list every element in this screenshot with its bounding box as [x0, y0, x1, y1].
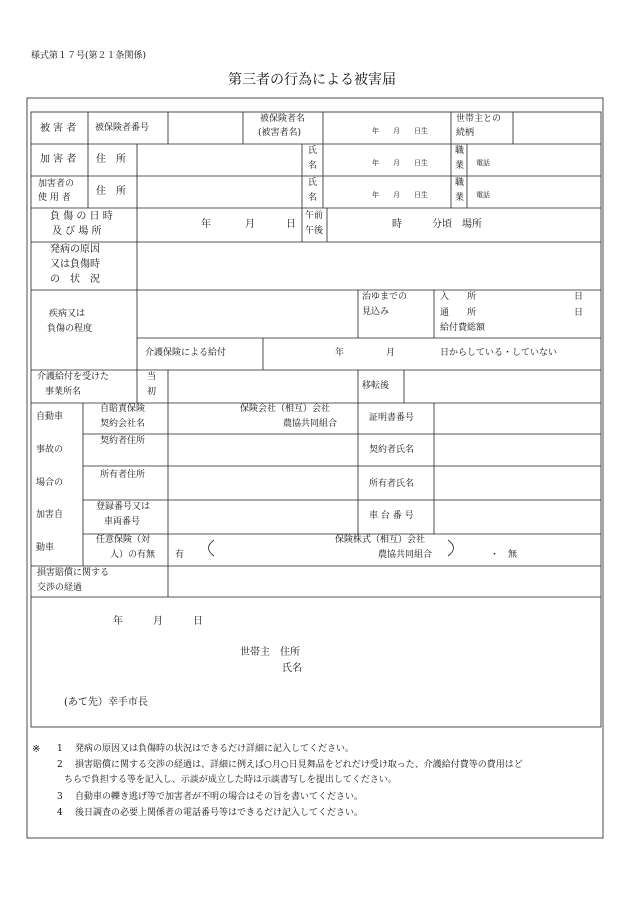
care-month: 月: [386, 348, 396, 358]
optional-insurance-yes[interactable]: 有: [175, 550, 185, 560]
insured-number-label: 被保険者番号: [95, 123, 150, 133]
victim-label: 被 害 者: [40, 123, 77, 134]
registration-number-field[interactable]: [168, 500, 358, 534]
negotiation-label: 損害賠償に関する: [37, 568, 110, 578]
negotiation-label-sub: 交渉の経過: [37, 583, 83, 593]
incident-hour: 時: [392, 219, 402, 230]
care-status[interactable]: 日からしている・していない: [440, 348, 558, 358]
compulsory-company-label: 契約会社名: [100, 419, 146, 429]
insured-number-field[interactable]: [168, 112, 243, 144]
recovery-label: 治ゆまでの: [362, 292, 408, 302]
compulsory-insurance-label: 自賠責保険: [100, 404, 146, 414]
cause-field[interactable]: [137, 242, 601, 290]
facility-initial-label: 当: [147, 372, 157, 382]
certificate-number-label: 証明書番号: [369, 413, 415, 423]
note-number: 2: [57, 760, 63, 770]
signature-date: 年 月 日: [113, 616, 203, 627]
note-text: ちらで負担する等を記入し、示談が成立した時は示談書写しを提出してください。: [64, 775, 397, 785]
chassis-number-field[interactable]: [434, 500, 601, 534]
note-text: 発病の原因又は負傷時の状況はできるだけ詳細に記入してください。: [75, 744, 355, 754]
employer-name-label-sub: 名: [308, 193, 318, 203]
note-number: 1: [57, 744, 63, 754]
note-number: 3: [57, 792, 63, 802]
insured-name-label-sub: (被害者名): [258, 128, 302, 138]
page-title: 第三者の行為による被害届: [228, 72, 396, 88]
offender-dob: 年 月 日生: [372, 159, 428, 167]
offender-label: 加 害 者: [40, 154, 77, 165]
employer-label-sub: 使 用 者: [38, 193, 71, 203]
care-year: 年: [335, 348, 345, 358]
addressee: (あて先）幸手市長: [64, 697, 148, 708]
head-address-label: 世帯主 住所: [240, 647, 300, 658]
employer-job-label: 職: [455, 178, 465, 188]
offender-name-label-sub: 名: [308, 161, 318, 171]
incident-minute-place: 分頃 場所: [432, 219, 482, 230]
head-address-field[interactable]: [320, 644, 590, 660]
total-cost-label: 給付費総額: [440, 323, 486, 333]
employer-job-label-sub: 業: [455, 193, 465, 203]
head-relation-label-sub: 続柄: [456, 128, 475, 138]
employer-dob: 年 月 日生: [372, 191, 428, 199]
facility-label: 介護給付を受けた: [37, 372, 110, 382]
open-paren: [209, 540, 215, 556]
optional-insurance-label-sub: 人）の有無: [110, 550, 156, 560]
contractor-address-label: 契約者住所: [100, 436, 146, 446]
car-side-label-1: 自動車: [36, 412, 64, 422]
optional-insurance-no[interactable]: ・ 無: [490, 550, 518, 560]
victim-dob: 年 月 日生: [372, 127, 428, 135]
insurance-coop-type: 農協共同組合: [283, 419, 338, 429]
note-text: 自動車の轢き逃げ等で加害者が不明の場合はその旨を書いてください。: [75, 792, 364, 802]
insured-name-label: 被保険者名: [260, 114, 306, 124]
facility-after-move-label: 移転後: [362, 381, 390, 391]
head-relation-field[interactable]: [513, 112, 601, 144]
admit-unit: 日: [574, 292, 584, 302]
offender-job-label: 職: [455, 146, 465, 156]
facility-after-move-field[interactable]: [404, 370, 601, 403]
care-benefit-label: 介護保険による給付: [145, 348, 227, 358]
car-side-label-2: 事故の: [36, 445, 64, 455]
note-text: 損害賠償に関する交渉の経過は、詳細に例えば○月○日見舞品をどれだけ受け取った、介護給付費等の費用はど: [75, 760, 523, 770]
note-text: 後日調査の必要上関係者の電話番号等はできるだけ記入してください。: [75, 808, 364, 818]
insurance-company-type: 保険会社（相互）会社: [240, 404, 331, 414]
facility-label-sub: 事業所名: [45, 387, 82, 397]
disease-field[interactable]: [137, 290, 358, 338]
incident-month: 月: [245, 219, 255, 230]
employer-address-field[interactable]: [137, 176, 302, 208]
head-relation-label: 世帯主との: [456, 114, 502, 124]
employer-address-label: 住 所: [96, 186, 126, 197]
employer-label: 加害者の: [38, 179, 75, 189]
admit-label: 入 所: [440, 292, 477, 302]
incident-day: 日: [286, 219, 296, 230]
car-side-label-5: 動車: [36, 543, 55, 553]
offender-tel-label: 電話: [476, 159, 490, 167]
contractor-name-label: 契約者氏名: [369, 445, 415, 455]
chassis-number-label: 車 台 番 号: [369, 511, 414, 521]
incident-label-sub: 及 び 場 所: [52, 226, 102, 237]
cause-label-sub: 又は負傷時: [50, 259, 100, 270]
head-name-label: 氏名: [282, 663, 302, 674]
disease-label-sub: 負傷の程度: [47, 324, 93, 334]
negotiation-field[interactable]: [168, 566, 601, 597]
cause-label-sub2: の 状 況: [50, 274, 100, 285]
certificate-number-field[interactable]: [434, 403, 601, 434]
offender-name-label: 氏: [308, 146, 318, 156]
cause-label: 発病の原因: [50, 244, 100, 255]
vehicle-number-label: 車両番号: [104, 517, 141, 527]
owner-name-label: 所有者氏名: [369, 479, 415, 489]
registration-number-label: 登録番号又は: [96, 502, 151, 512]
car-side-label-4: 加害自: [36, 510, 64, 520]
head-name-field[interactable]: [320, 660, 590, 676]
offender-address-label: 住 所: [96, 154, 126, 165]
car-side-label-3: 場合の: [36, 478, 64, 488]
offender-address-field[interactable]: [137, 144, 302, 176]
owner-name-field[interactable]: [434, 466, 601, 500]
facility-initial-field[interactable]: [168, 370, 358, 403]
note-number: 4: [57, 808, 63, 818]
employer-name-label: 氏: [308, 178, 318, 188]
offender-job-label-sub: 業: [455, 161, 465, 171]
optional-insurance-company-type: 保険株式（相互）会社: [335, 535, 426, 545]
visit-label: 通 所: [440, 308, 477, 318]
close-paren: [448, 540, 454, 556]
disease-label: 疾病又は: [49, 309, 86, 319]
incident-am[interactable]: 午前: [305, 211, 324, 221]
form-number: 様式第１７号(第２１条関係): [31, 51, 147, 61]
visit-unit: 日: [574, 308, 584, 318]
facility-initial-label-sub: 初: [147, 387, 157, 397]
owner-address-field[interactable]: [168, 466, 358, 500]
optional-insurance-coop-type: 農協共同組合: [378, 550, 433, 560]
incident-pm[interactable]: 午後: [305, 226, 324, 236]
incident-label: 負 傷 の 日 時: [50, 211, 113, 222]
employer-tel-label: 電話: [476, 191, 490, 199]
optional-insurance-label: 任意保険（対: [96, 535, 151, 545]
notes-mark: ※: [32, 744, 41, 755]
contractor-address-field[interactable]: [168, 434, 358, 466]
owner-address-label: 所有者住所: [100, 470, 146, 480]
incident-year: 年: [201, 219, 211, 230]
contractor-name-field[interactable]: [434, 434, 601, 466]
recovery-label-sub: 見込み: [362, 307, 390, 317]
